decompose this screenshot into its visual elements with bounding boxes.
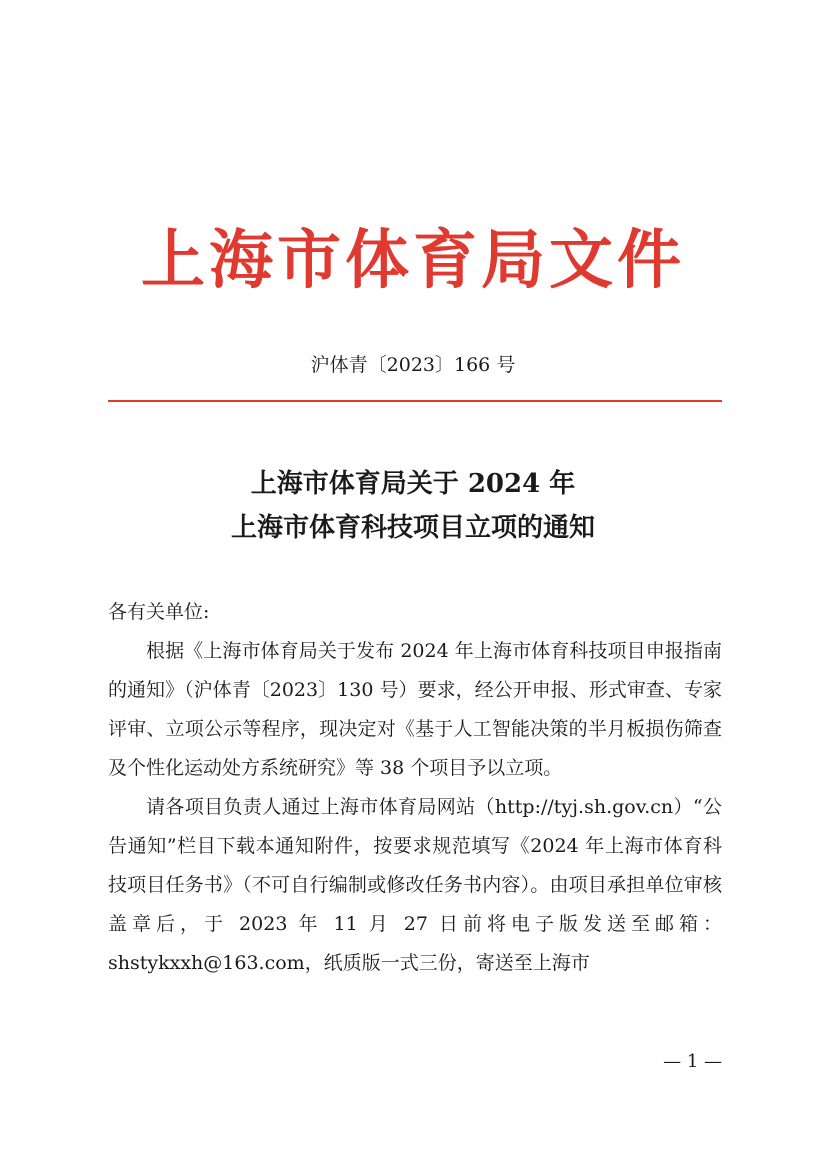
document-masthead: 上海市体育局文件 [141, 223, 685, 298]
notice-body [108, 593, 722, 983]
red-divider-line [108, 400, 722, 402]
body-paragraph-1: 根据《上海市体育局关于发布 2024 年上海市体育科技项目申报指南的通知》（沪体青〔2023〕130 号）要求，经公开申报、形式审查、专家评审、立项公示等程序，现决定对《基于人工智能决策的半月板损伤筛查及个性化运动处方系统研究》等 38 个项目予以立项。 [108, 640, 722, 779]
page-number: — 1 — [663, 1051, 722, 1072]
salutation: 各有关单位: [108, 601, 210, 623]
document-number: 沪体青〔2023〕166 号 [310, 354, 516, 376]
title-line-1: 上海市体育局关于 2024 年 [250, 469, 576, 499]
body-paragraph-2: 请各项目负责人通过上海市体育局网站（http://tyj.sh.gov.cn）“公告通知”栏目下载本通知附件，按要求规范填写《2024 年上海市体育科技项目任务书》（不可自行编制或修改任务书内容）。由项目承担单位审核盖章后，于 2023 年 11 月 27 日前将电子版发送至邮箱：shstykxxh@163.com，纸质版一式三份，寄送至上海市 [108, 796, 722, 974]
notice-title [0, 462, 826, 550]
title-line-2: 上海市体育科技项目立项的通知 [230, 513, 595, 543]
